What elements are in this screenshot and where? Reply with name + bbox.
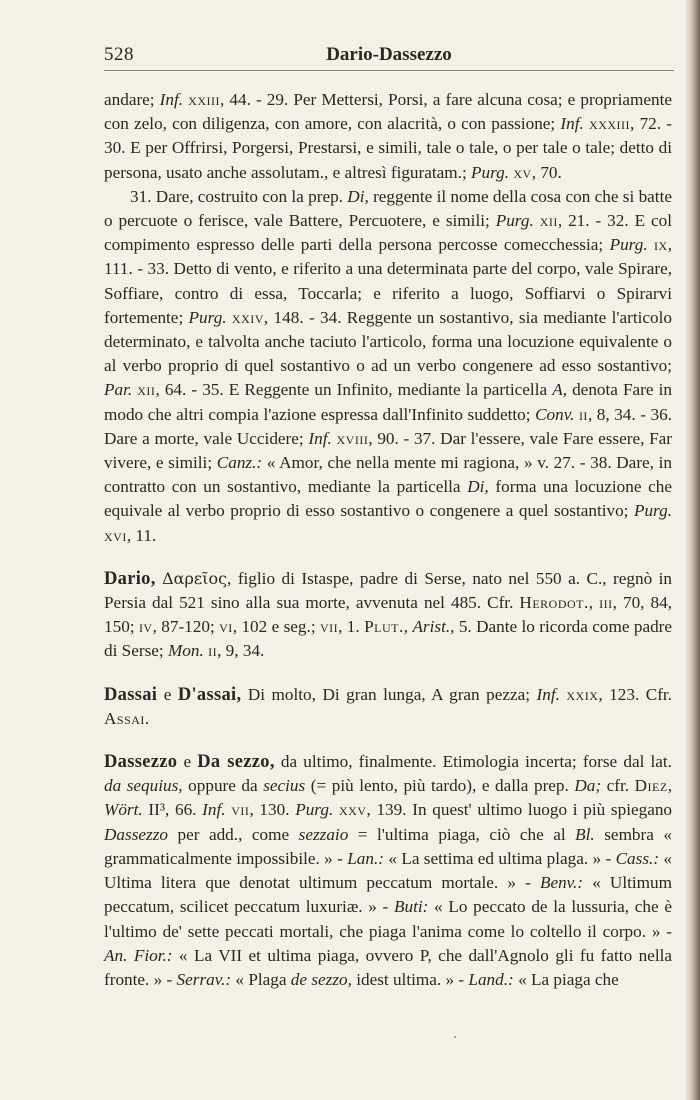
italic-run: Inf. bbox=[308, 428, 332, 448]
italic-run: Lan.: bbox=[347, 848, 384, 868]
text-run: , 70, 84, 150; bbox=[104, 593, 672, 637]
text-run: denota Fare in modo che altri compia l'azione espressa dall'Infinito suddetto; bbox=[104, 380, 672, 424]
text-run: , 1. bbox=[338, 617, 365, 637]
smallcaps-run: vii bbox=[319, 617, 339, 637]
italic-run: Purg. bbox=[471, 162, 510, 182]
smallcaps-run: xvi bbox=[104, 525, 127, 545]
smallcaps-run: ii bbox=[578, 404, 588, 424]
text-run: , 139. In quest' ultimo luogo i più spiegano bbox=[366, 800, 673, 820]
text-run: , 123. Cfr. bbox=[598, 684, 672, 704]
italic-run: Inf. bbox=[159, 90, 184, 109]
italic-run: Inf. bbox=[560, 114, 584, 134]
text-run: per add., come bbox=[167, 824, 299, 844]
smallcaps-run: Plut. bbox=[364, 617, 404, 637]
text-run: « Ultimum peccatum, scilicet peccatum luxuriæ. » - bbox=[104, 873, 672, 917]
italic-run: Purg. bbox=[295, 800, 334, 820]
italic-run: Land.: bbox=[468, 969, 514, 989]
text-run: oppure da bbox=[182, 776, 264, 796]
headword: Da sezzo, bbox=[197, 752, 275, 773]
text-run: « Amor, che nella mente mi ragiona, » v. 27. - 38. Dare, in contratto con un sostantivo, mediante la particella bbox=[104, 453, 672, 497]
text-run: , 70. bbox=[531, 162, 562, 182]
text-run: , 64. - 35. E Reggente un Infinito, mediante la particella bbox=[155, 380, 553, 400]
smallcaps-run: ix bbox=[654, 235, 668, 255]
text-run: = l'ultima piaga, ciò che al bbox=[348, 824, 576, 844]
text-run: forma una locuzione che equivale al verbo proprio di esso sostantivo o congenere a quel sostantivo; bbox=[104, 477, 672, 521]
entry-dare-senses-31-38 bbox=[104, 185, 672, 548]
italic-run: Conv. bbox=[535, 404, 575, 424]
text-run: , 87-120; bbox=[152, 617, 220, 637]
text-run: e bbox=[177, 752, 198, 772]
smallcaps-run: xxv bbox=[338, 800, 367, 820]
italic-run: An. Fior.: bbox=[104, 945, 173, 965]
text-run: cfr. bbox=[601, 776, 635, 796]
text-run: idest ultima. » - bbox=[351, 969, 469, 989]
text-run: , 102 e seg.; bbox=[232, 617, 320, 637]
text-run: « Plaga bbox=[231, 969, 291, 989]
text-run: (= più lento, più tardo), e dalla prep. bbox=[305, 776, 575, 796]
text-run: , 111. - 33. Detto di vento, e riferito a una determinata parte del corpo, vale Spirare, Soffiare, contro di essa, Toccarla; e riferito a luogo, Soffiarvi o Spirarvi fortemente; bbox=[104, 235, 672, 327]
italic-run: Inf. bbox=[536, 684, 560, 704]
italic-run: sezzaio bbox=[298, 824, 349, 844]
text-run: , 72. - 30. E per Offrirsi, Porgersi, Prestarsi, e simili, tale o tale, o per tale o tale; detto di persona, usato anche assolutam., e altresì figuratam.; bbox=[104, 114, 672, 182]
text-run: , 90. - 37. Dar l'essere, vale Fare essere, Far vivere, e simili; bbox=[104, 428, 672, 473]
italic-run: Da; bbox=[574, 776, 602, 796]
text-run: , bbox=[588, 593, 600, 613]
italic-run: Purg. bbox=[188, 307, 227, 327]
text-run: « Lo peccato de la lussuria, che è l'ultimo de' sette peccati mortali, che piaga l'anima come lo coltello il corpo. » - bbox=[104, 897, 672, 941]
smallcaps-run: xv bbox=[513, 162, 532, 182]
text-run: e bbox=[157, 684, 178, 704]
text-run: « Ultima litera que denotat ultimum peccatum mortale. » - bbox=[104, 848, 673, 893]
italic-run: da sequius, bbox=[104, 776, 183, 796]
smallcaps-run: xxxiii bbox=[589, 114, 631, 134]
italic-run: Par. bbox=[104, 380, 133, 400]
text-run: 31. Dare, costruito con la prep. bbox=[130, 186, 348, 206]
header-rule bbox=[104, 70, 674, 71]
entry-dario bbox=[104, 567, 672, 664]
smallcaps-run: xxix bbox=[566, 684, 599, 704]
headword: Dassezzo bbox=[104, 752, 178, 773]
text-run: , bbox=[667, 776, 672, 796]
text-run: Δαρεῖος bbox=[162, 568, 228, 588]
italic-run: Purg. bbox=[609, 235, 648, 255]
headword: Dario, bbox=[104, 568, 156, 589]
headword: Dassai bbox=[104, 684, 158, 705]
smallcaps-run: xxiii bbox=[188, 90, 220, 109]
entry-dassai bbox=[104, 683, 672, 731]
text-run: « La piaga che bbox=[513, 969, 619, 989]
smallcaps-run: iv bbox=[138, 617, 153, 637]
smallcaps-run: Assai. bbox=[104, 708, 150, 728]
italic-run: Di, bbox=[467, 477, 489, 497]
italic-run: Bl. bbox=[575, 824, 595, 844]
headword: D'assai, bbox=[177, 684, 242, 705]
italic-run: A, bbox=[552, 380, 567, 400]
text-run: , 44. - 29. Per Mettersi, Porsi, a fare alcuna cosa; e propriamente con zelo, con diligenza, con amore, con alacrità, o con passione; bbox=[104, 90, 673, 134]
page-edge-shadow bbox=[686, 0, 700, 1100]
text-run: sembra « grammaticalmente impossibile. » - bbox=[104, 824, 672, 868]
italic-run: Inf. bbox=[202, 800, 226, 820]
smallcaps-run: Herodot. bbox=[519, 593, 589, 613]
page-number: 528 bbox=[104, 44, 134, 65]
italic-run: Arist., bbox=[412, 617, 455, 637]
italic-run: Canz.: bbox=[216, 453, 263, 473]
italic-run: Purg. bbox=[495, 211, 534, 231]
smallcaps-run: vi bbox=[219, 617, 233, 637]
italic-run: Di, bbox=[347, 186, 369, 206]
text-run: andare; bbox=[104, 90, 160, 109]
text-run: da ultimo, finalmente. Etimologia incerta; forse dal lat. bbox=[274, 752, 672, 772]
text-run: « La VII et ultima piaga, ovvero P, che dall'Agnolo gli fu fatto nella fronte. » - bbox=[104, 945, 672, 989]
text-run: , 148. - 34. Reggente un sostantivo, sia mediante l'articolo determinato, e talvolta anche taciuto l'articolo, forma una locuzione equivalente o al verbo proprio di quel sostantivo o ad un verbo congenere ad esso sostantivo; bbox=[104, 307, 672, 376]
text-run: , 11. bbox=[126, 525, 157, 545]
running-head: Dario-Dassezzo bbox=[326, 44, 452, 65]
italic-run: de sezzo, bbox=[290, 969, 352, 989]
smallcaps-run: iii bbox=[599, 593, 613, 613]
text-run: reggente il nome della cosa con che si batte o percuote o ferisce, vale Battere, Percuotere, e simili; bbox=[104, 186, 672, 231]
text-run: II³, 66. bbox=[142, 800, 203, 820]
text-run: , 9, 34. bbox=[217, 641, 265, 661]
text-run: 5. Dante lo ricorda come padre di Serse; bbox=[104, 617, 673, 661]
page-body bbox=[104, 88, 672, 992]
italic-run: Dassezzo bbox=[104, 824, 168, 844]
text-run: « La settima ed ultima plaga. » - bbox=[384, 848, 616, 868]
italic-run: Benv.: bbox=[539, 873, 584, 893]
italic-run: secius bbox=[263, 776, 306, 796]
page-header bbox=[104, 38, 674, 72]
italic-run: Purg. bbox=[633, 501, 672, 521]
text-run: , figlio di Istaspe, padre di Serse, nato nel 550 a. C., regnò in Persia dal 521 sino alla sua morte, avvenuta nel 485. Cfr. bbox=[104, 568, 673, 613]
smallcaps-run: Diez bbox=[634, 776, 668, 796]
text-run: , 21. - 32. E col compimento espresso delle parti della persona percosse comecchessia; bbox=[104, 211, 672, 255]
italic-run: Cass.: bbox=[615, 848, 660, 868]
smallcaps-run: xviii bbox=[336, 428, 369, 448]
italic-run: Serrav.: bbox=[176, 969, 232, 989]
smallcaps-run: xii bbox=[137, 380, 156, 400]
smallcaps-run: xxiv bbox=[231, 307, 264, 327]
paper-speck bbox=[454, 1036, 456, 1038]
smallcaps-run: vii bbox=[231, 800, 250, 820]
text-run: , 130. bbox=[249, 800, 296, 820]
smallcaps-run: ii bbox=[208, 641, 218, 661]
entry-dassezzo bbox=[104, 750, 672, 992]
italic-run: Wört. bbox=[104, 800, 143, 820]
italic-run: Mon. bbox=[167, 641, 204, 661]
text-run: Di molto, Di gran lunga, A gran pezza; bbox=[241, 684, 537, 704]
entry-dare-continuation bbox=[104, 88, 672, 185]
smallcaps-run: xii bbox=[539, 211, 558, 231]
italic-run: Buti: bbox=[393, 897, 429, 917]
text-run: , 8, 34. - 36. Dare a morte, vale Uccidere; bbox=[104, 404, 673, 448]
text-run: , bbox=[403, 617, 413, 637]
